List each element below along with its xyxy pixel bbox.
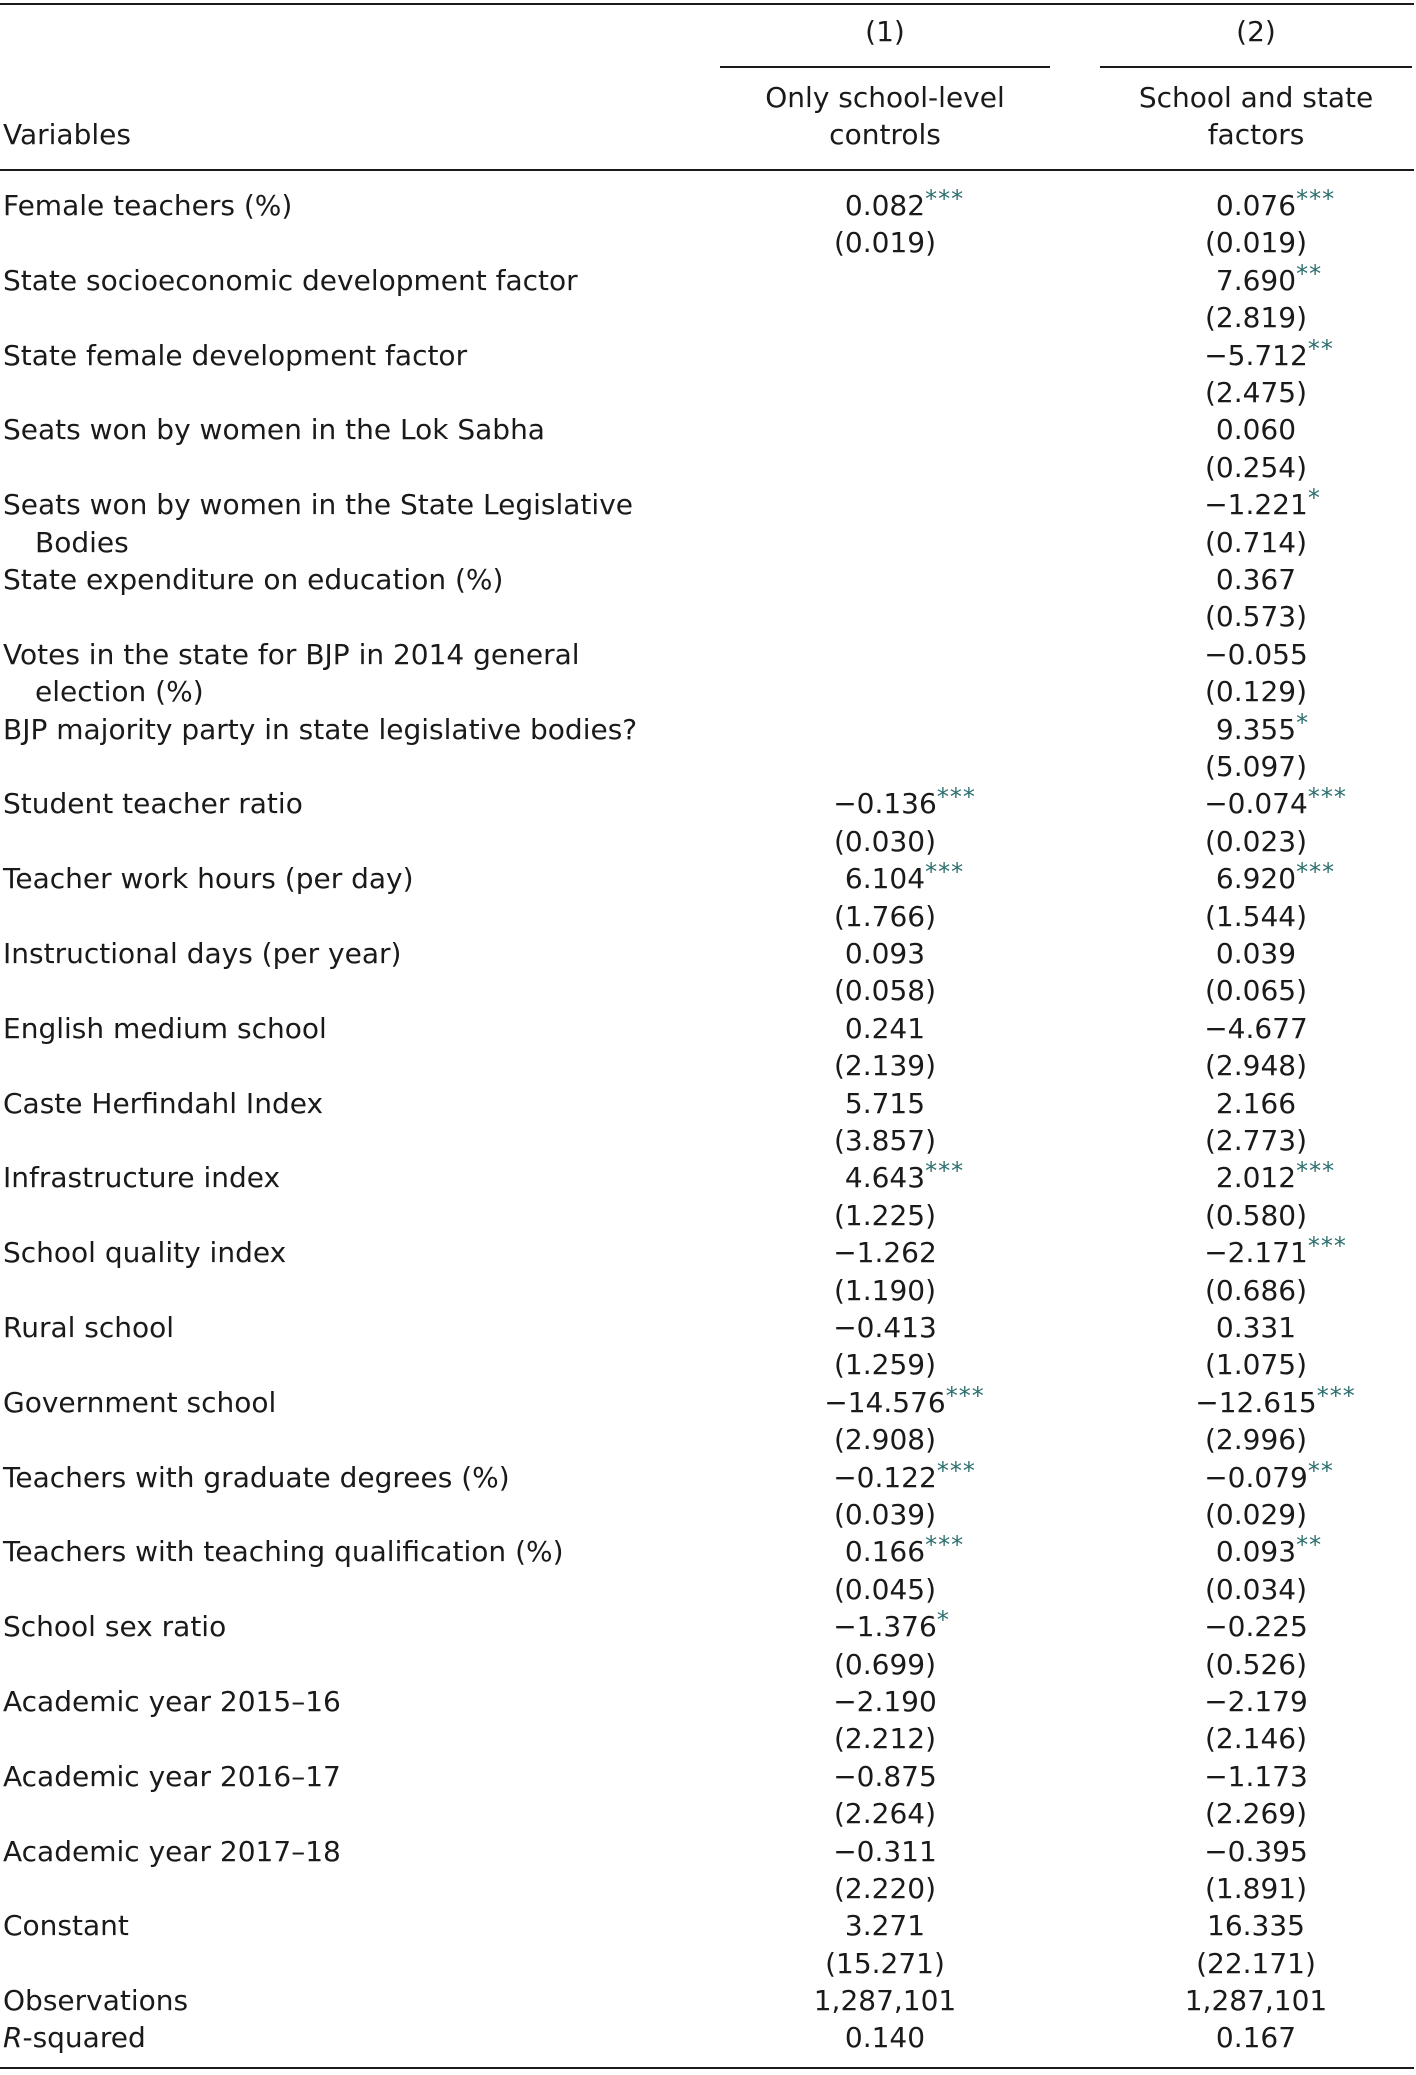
coefficient-col2 xyxy=(1216,1085,1296,1122)
row-label: State female development factor xyxy=(3,338,468,372)
coefficient-value: −14.576 xyxy=(824,1385,946,1419)
row-label: Seats won by women in the State Legislative xyxy=(3,488,633,522)
coefficient-value: −0.122 xyxy=(833,1460,937,1494)
coefficient-value: −4.677 xyxy=(1204,1011,1308,1045)
std-error-col1: (0.045) xyxy=(833,1572,936,1606)
std-error-col1: (2.139) xyxy=(833,1049,936,1083)
coefficient-value: 0.093 xyxy=(1215,1535,1297,1569)
coefficient-value: 0.331 xyxy=(1215,1311,1297,1344)
std-error-col1: (1.766) xyxy=(833,899,936,933)
observations-col2: 1,287,101 xyxy=(1184,1984,1328,2017)
coefficient-value: −0.136 xyxy=(833,787,937,821)
std-error-col1: (0.019) xyxy=(833,226,936,260)
coefficient-col1 xyxy=(845,1010,925,1047)
std-error-col2: (2.475) xyxy=(1204,376,1307,409)
coefficient-col1 xyxy=(845,187,964,226)
significance-stars: ** xyxy=(1296,259,1323,288)
std-error-col2: (0.254) xyxy=(1204,450,1307,484)
coefficient-col1 xyxy=(833,1608,950,1647)
std-error-col1: (0.039) xyxy=(833,1498,936,1531)
col1-header-rule xyxy=(720,66,1050,68)
significance-stars: *** xyxy=(1307,783,1347,812)
std-error-col2: (2.948) xyxy=(1204,1049,1307,1083)
col2-title-line1: School and state xyxy=(1138,81,1374,114)
coefficient-col2 xyxy=(1216,935,1296,972)
coefficient-value: −12.615 xyxy=(1195,1385,1317,1419)
col1-title-line2: controls xyxy=(829,118,941,151)
row-label-continuation: Bodies xyxy=(35,525,129,559)
std-error-col1: (3.857) xyxy=(833,1124,936,1157)
coefficient-col1 xyxy=(833,1234,937,1271)
row-label: Female teachers (%) xyxy=(3,189,293,222)
std-error-col1: (0.058) xyxy=(833,974,936,1008)
coefficient-col2 xyxy=(1215,708,1310,750)
std-error-col2: (1.075) xyxy=(1204,1348,1307,1382)
row-label: Teachers with teaching qualification (%) xyxy=(3,1535,564,1569)
coefficient-col2 xyxy=(1207,1907,1305,1944)
coefficient-col2 xyxy=(1215,259,1323,301)
coefficient-col1 xyxy=(845,860,964,899)
row-label-continuation: election (%) xyxy=(35,675,204,709)
coefficient-value: 0.076 xyxy=(1215,189,1297,222)
coefficient-col1 xyxy=(824,1381,985,1423)
coefficient-value: 0.241 xyxy=(844,1011,926,1045)
row-label: Teacher work hours (per day) xyxy=(3,862,414,896)
coefficient-value: 0.093 xyxy=(844,937,926,970)
std-error-col2: (0.526) xyxy=(1204,1647,1307,1681)
row-label: Student teacher ratio xyxy=(3,787,303,821)
std-error-col2: (5.097) xyxy=(1204,750,1307,783)
coefficient-value: 0.039 xyxy=(1215,937,1297,970)
coefficient-value: −2.171 xyxy=(1204,1236,1308,1270)
coefficient-col2 xyxy=(1204,1683,1308,1720)
coefficient-col2 xyxy=(1204,1758,1308,1795)
row-label: Academic year 2016–17 xyxy=(3,1759,341,1793)
std-error-col2: (2.819) xyxy=(1204,301,1307,335)
coefficient-value: 4.643 xyxy=(844,1161,926,1195)
coefficient-value: 0.367 xyxy=(1215,563,1297,596)
row-label: Instructional days (per year) xyxy=(3,937,402,970)
coefficient-value: −5.712 xyxy=(1204,338,1308,372)
coefficient-value: −1.376 xyxy=(833,1610,937,1644)
coefficient-value: 5.715 xyxy=(844,1086,926,1120)
coefficient-value: −1.262 xyxy=(833,1236,937,1270)
coefficient-value: 0.166 xyxy=(844,1535,926,1569)
bottom-rule xyxy=(0,2067,1414,2069)
std-error-col1: (2.220) xyxy=(833,1872,936,1905)
coefficient-value: 2.012 xyxy=(1215,1161,1297,1195)
std-error-col1: (2.212) xyxy=(833,1722,936,1756)
row-label: Teachers with graduate degrees (%) xyxy=(3,1460,510,1494)
row-label: School sex ratio xyxy=(3,1610,227,1644)
coefficient-value: 6.104 xyxy=(844,862,926,896)
rsquared-col1: 0.140 xyxy=(844,2021,926,2054)
significance-stars: * xyxy=(1296,708,1310,737)
coefficient-value: −0.055 xyxy=(1204,637,1308,671)
std-error-col1: (1.225) xyxy=(833,1198,936,1232)
coefficient-col1 xyxy=(845,1533,964,1572)
col2-number: (2) xyxy=(1236,15,1276,48)
coefficient-col2 xyxy=(1204,486,1321,525)
std-error-col1: (2.908) xyxy=(833,1423,936,1457)
std-error-col2: (1.891) xyxy=(1204,1872,1307,1905)
coefficient-value: −0.074 xyxy=(1204,787,1308,821)
std-error-col2: (22.171) xyxy=(1196,1946,1316,1980)
row-label: Government school xyxy=(3,1385,277,1419)
std-error-col2: (0.029) xyxy=(1204,1498,1307,1531)
col2-header-rule xyxy=(1100,66,1412,68)
significance-stars: *** xyxy=(1316,1381,1356,1410)
row-label: Caste Herfindahl Index xyxy=(3,1086,324,1120)
coefficient-col2 xyxy=(1204,1833,1308,1870)
significance-stars: ** xyxy=(1296,1531,1323,1560)
coefficient-col1 xyxy=(833,1309,937,1346)
col2-title-line2: factors xyxy=(1207,118,1305,151)
std-error-col1: (2.264) xyxy=(833,1797,936,1831)
significance-stars: *** xyxy=(1296,185,1336,213)
row-label: Academic year 2017–18 xyxy=(3,1834,341,1868)
row-label: School quality index xyxy=(3,1236,287,1270)
variables-header: Variables xyxy=(3,118,131,151)
significance-stars: ** xyxy=(1307,334,1334,363)
coefficient-col1 xyxy=(833,1456,976,1498)
coefficient-col1 xyxy=(833,1833,937,1870)
coefficient-col1 xyxy=(845,1085,925,1122)
significance-stars: *** xyxy=(925,185,965,213)
std-error-col2: (0.023) xyxy=(1204,824,1307,858)
significance-stars: *** xyxy=(925,858,965,887)
coefficient-value: 16.335 xyxy=(1207,1909,1305,1943)
coefficient-value: 0.060 xyxy=(1215,413,1297,447)
coefficient-value: −0.079 xyxy=(1204,1460,1308,1494)
std-error-col1: (15.271) xyxy=(825,1946,945,1980)
coefficient-value: −0.413 xyxy=(833,1311,937,1344)
coefficient-col2 xyxy=(1216,1309,1296,1346)
std-error-col2: (2.146) xyxy=(1204,1722,1307,1756)
significance-stars: *** xyxy=(1296,858,1336,887)
coefficient-value: 3.271 xyxy=(844,1909,926,1943)
observations-label: Observations xyxy=(3,1984,189,2017)
row-label: BJP majority party in state legislative bodies? xyxy=(3,712,638,746)
std-error-col1: (0.699) xyxy=(833,1647,936,1681)
coefficient-col2 xyxy=(1195,1381,1356,1423)
significance-stars: *** xyxy=(925,1157,965,1186)
std-error-col2: (1.544) xyxy=(1204,899,1307,933)
significance-stars: * xyxy=(936,1606,950,1635)
std-error-col2: (2.996) xyxy=(1204,1423,1307,1457)
std-error-col2: (2.773) xyxy=(1204,1124,1307,1157)
rsquared-label xyxy=(3,2019,146,2056)
coefficient-col1 xyxy=(845,935,925,972)
coefficient-col2 xyxy=(1204,636,1308,673)
std-error-col2: (0.714) xyxy=(1204,525,1307,559)
std-error-col2: (0.573) xyxy=(1204,600,1307,634)
significance-stars: *** xyxy=(936,1456,976,1485)
observations-col1: 1,287,101 xyxy=(813,1984,957,2017)
coefficient-col1 xyxy=(845,1907,925,1944)
coefficient-col2 xyxy=(1216,860,1335,899)
std-error-col1: (1.259) xyxy=(833,1348,936,1382)
row-label: Constant xyxy=(3,1909,129,1943)
coefficient-col2 xyxy=(1216,187,1335,226)
significance-stars: *** xyxy=(1307,1232,1347,1261)
coefficient-value: −0.875 xyxy=(833,1759,937,1793)
header-bottom-rule xyxy=(0,169,1414,171)
row-label: Academic year 2015–16 xyxy=(3,1685,341,1718)
row-label: Infrastructure index xyxy=(3,1161,281,1195)
std-error-col1: (1.190) xyxy=(833,1273,936,1307)
coefficient-col2 xyxy=(1204,1234,1347,1273)
coefficient-col2 xyxy=(1216,561,1296,598)
col1-title-line1: Only school-level xyxy=(765,81,1005,114)
coefficient-col1 xyxy=(833,1758,937,1795)
std-error-col2: (0.129) xyxy=(1204,675,1307,709)
coefficient-col1 xyxy=(845,1159,964,1198)
top-rule xyxy=(0,3,1414,5)
coefficient-col2 xyxy=(1204,785,1347,824)
std-error-col1: (0.030) xyxy=(833,824,936,858)
coefficient-value: 7.690 xyxy=(1215,263,1297,297)
coefficient-col1 xyxy=(833,785,976,824)
coefficient-col1 xyxy=(833,1683,937,1720)
rsquared-label-italic: R xyxy=(3,2021,23,2054)
std-error-col2: (0.580) xyxy=(1204,1198,1307,1232)
row-label: State socioeconomic development factor xyxy=(3,263,578,297)
row-label: State expenditure on education (%) xyxy=(3,563,504,596)
col1-number: (1) xyxy=(865,15,905,48)
coefficient-value: 0.082 xyxy=(844,189,926,222)
coefficient-value: 6.920 xyxy=(1215,862,1297,896)
significance-stars: *** xyxy=(945,1381,985,1410)
row-label: Seats won by women in the Lok Sabha xyxy=(3,413,545,447)
coefficient-col2 xyxy=(1204,334,1334,376)
significance-stars: *** xyxy=(925,1531,965,1560)
coefficient-value: −0.311 xyxy=(833,1834,937,1868)
row-label: English medium school xyxy=(3,1011,327,1045)
coefficient-value: 9.355 xyxy=(1215,712,1297,746)
coefficient-value: −1.173 xyxy=(1204,1759,1308,1793)
coefficient-value: −1.221 xyxy=(1204,488,1308,522)
coefficient-value: −2.179 xyxy=(1204,1685,1308,1718)
rsquared-label-rest: -squared xyxy=(22,2021,146,2054)
coefficient-col2 xyxy=(1216,1533,1322,1572)
rsquared-col2: 0.167 xyxy=(1215,2021,1297,2054)
coefficient-col2 xyxy=(1204,1456,1334,1498)
coefficient-value: −0.225 xyxy=(1204,1610,1308,1644)
std-error-col2: (2.269) xyxy=(1204,1797,1307,1831)
row-label: Votes in the state for BJP in 2014 general xyxy=(3,637,580,671)
row-label: Rural school xyxy=(3,1311,175,1344)
std-error-col2: (0.019) xyxy=(1204,226,1307,260)
std-error-col2: (0.686) xyxy=(1204,1273,1307,1307)
significance-stars: * xyxy=(1307,484,1321,513)
coefficient-value: −0.395 xyxy=(1204,1834,1308,1868)
coefficient-value: −2.190 xyxy=(833,1685,937,1718)
coefficient-col2 xyxy=(1204,1010,1308,1047)
significance-stars: *** xyxy=(1296,1157,1336,1186)
coefficient-col2 xyxy=(1216,411,1296,448)
std-error-col2: (0.065) xyxy=(1204,974,1307,1008)
std-error-col2: (0.034) xyxy=(1204,1572,1307,1606)
coefficient-value: 2.166 xyxy=(1215,1086,1297,1120)
coefficient-col2 xyxy=(1204,1608,1308,1645)
significance-stars: *** xyxy=(936,783,976,812)
significance-stars: ** xyxy=(1307,1456,1334,1485)
coefficient-col2 xyxy=(1216,1159,1335,1198)
